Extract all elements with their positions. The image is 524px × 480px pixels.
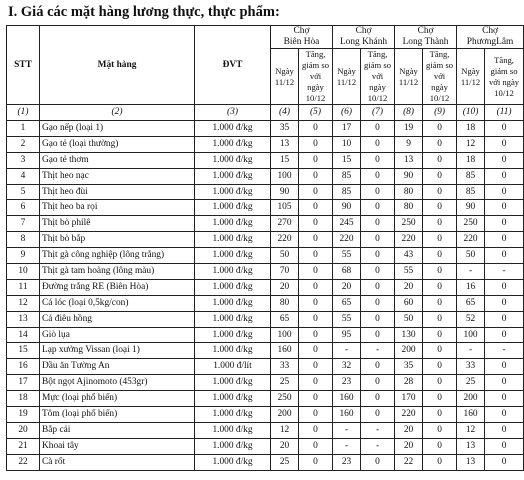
bien-hoa-price: 33 xyxy=(271,359,299,375)
header-market-phuong-lam: Chợ PhươngLâm xyxy=(457,26,524,49)
table-row xyxy=(7,216,524,232)
row-item-name: Tôm (loại phổ biến) xyxy=(40,407,195,423)
phuong-lam-change: 0 xyxy=(485,121,524,137)
column-number: (1) xyxy=(7,105,40,121)
table-row xyxy=(7,248,524,264)
table-row xyxy=(7,184,524,200)
bien-hoa-change: 0 xyxy=(299,391,333,407)
row-unit: 1.000 đ/lít xyxy=(195,359,271,375)
phuong-lam-price: 18 xyxy=(457,152,485,168)
long-thanh-price: 9 xyxy=(395,136,423,152)
row-stt: 22 xyxy=(7,454,40,470)
phuong-lam-change: 0 xyxy=(485,232,524,248)
table-row xyxy=(7,391,524,407)
column-number: (9) xyxy=(423,105,457,121)
long-thanh-change: 0 xyxy=(423,248,457,264)
phuong-lam-change: - xyxy=(485,343,524,359)
row-unit: 1.000 đ/kg xyxy=(195,391,271,407)
phuong-lam-price: 33 xyxy=(457,359,485,375)
phuong-lam-price: 13 xyxy=(457,438,485,454)
row-item-name: Thịt heo ba rọi xyxy=(40,200,195,216)
table-row xyxy=(7,121,524,137)
long-thanh-change: 0 xyxy=(423,311,457,327)
bien-hoa-price: 220 xyxy=(271,232,299,248)
row-item-name: Thịt gà tam hoàng (lông màu) xyxy=(40,264,195,280)
long-khanh-price: 15 xyxy=(333,152,361,168)
row-unit: 1.000 đ/kg xyxy=(195,248,271,264)
phuong-lam-change: 0 xyxy=(485,295,524,311)
long-khanh-price: 160 xyxy=(333,407,361,423)
long-khanh-change: 0 xyxy=(361,121,395,137)
long-khanh-change: - xyxy=(361,343,395,359)
phuong-lam-change: 0 xyxy=(485,168,524,184)
phuong-lam-change: - xyxy=(485,264,524,280)
long-khanh-price: 85 xyxy=(333,184,361,200)
long-thanh-change: 0 xyxy=(423,232,457,248)
column-number: (3) xyxy=(195,105,271,121)
row-item-name: Thịt bò bắp xyxy=(40,232,195,248)
row-unit: 1.000 đ/kg xyxy=(195,375,271,391)
table-row xyxy=(7,152,524,168)
bien-hoa-change: 0 xyxy=(299,407,333,423)
bien-hoa-change: 0 xyxy=(299,327,333,343)
row-stt: 16 xyxy=(7,359,40,375)
row-stt: 9 xyxy=(7,248,40,264)
table-row xyxy=(7,200,524,216)
table-row xyxy=(7,438,524,454)
long-khanh-price: 160 xyxy=(333,391,361,407)
bien-hoa-change: 0 xyxy=(299,264,333,280)
row-unit: 1.000 đ/kg xyxy=(195,422,271,438)
column-number-row xyxy=(7,105,524,121)
phuong-lam-price: 13 xyxy=(457,454,485,470)
long-khanh-price: 90 xyxy=(333,200,361,216)
long-khanh-change: 0 xyxy=(361,279,395,295)
row-stt: 12 xyxy=(7,295,40,311)
long-khanh-price: 23 xyxy=(333,454,361,470)
long-khanh-change: - xyxy=(361,422,395,438)
phuong-lam-price: 250 xyxy=(457,216,485,232)
long-thanh-change: 0 xyxy=(423,136,457,152)
long-khanh-price: 68 xyxy=(333,264,361,280)
long-thanh-price: 35 xyxy=(395,359,423,375)
long-khanh-price: 32 xyxy=(333,359,361,375)
table-row xyxy=(7,136,524,152)
long-khanh-change: 0 xyxy=(361,152,395,168)
header-change: Tăng, giảm so với ngày 10/12 xyxy=(361,49,395,105)
long-khanh-price: 85 xyxy=(333,168,361,184)
long-thanh-price: 19 xyxy=(395,121,423,137)
bien-hoa-price: 80 xyxy=(271,295,299,311)
bien-hoa-price: 250 xyxy=(271,391,299,407)
long-thanh-price: 60 xyxy=(395,295,423,311)
row-item-name: Gạo tẻ (loại thường) xyxy=(40,136,195,152)
bien-hoa-price: 160 xyxy=(271,343,299,359)
header-item: Mặt hàng xyxy=(40,26,195,105)
bien-hoa-price: 270 xyxy=(271,216,299,232)
table-row xyxy=(7,375,524,391)
row-stt: 1 xyxy=(7,121,40,137)
row-item-name: Thịt gà công nghiệp (lông trắng) xyxy=(40,248,195,264)
row-unit: 1.000 đ/kg xyxy=(195,136,271,152)
row-unit: 1.000 đ/kg xyxy=(195,327,271,343)
row-stt: 19 xyxy=(7,407,40,423)
long-thanh-price: 90 xyxy=(395,168,423,184)
bien-hoa-price: 20 xyxy=(271,438,299,454)
row-item-name: Lạp xưởng Vissan (loại 1) xyxy=(40,343,195,359)
table-row xyxy=(7,359,524,375)
phuong-lam-price: 12 xyxy=(457,136,485,152)
header-change: Tăng, giảm so với ngày 10/12 xyxy=(485,49,524,105)
row-unit: 1.000 đ/kg xyxy=(195,152,271,168)
long-thanh-price: 220 xyxy=(395,407,423,423)
table-row xyxy=(7,311,524,327)
bien-hoa-change: 0 xyxy=(299,184,333,200)
phuong-lam-change: 0 xyxy=(485,279,524,295)
row-item-name: Dầu ăn Tường An xyxy=(40,359,195,375)
long-thanh-price: 13 xyxy=(395,152,423,168)
phuong-lam-price: 16 xyxy=(457,279,485,295)
phuong-lam-price: 18 xyxy=(457,121,485,137)
column-number: (5) xyxy=(299,105,333,121)
long-thanh-price: 55 xyxy=(395,264,423,280)
row-stt: 7 xyxy=(7,216,40,232)
header-market-long-khanh: Chợ Long Khánh xyxy=(333,26,395,49)
phuong-lam-price: 85 xyxy=(457,184,485,200)
column-number: (2) xyxy=(40,105,195,121)
long-khanh-change: 0 xyxy=(361,232,395,248)
long-khanh-price: - xyxy=(333,422,361,438)
bien-hoa-change: 0 xyxy=(299,438,333,454)
bien-hoa-change: 0 xyxy=(299,200,333,216)
long-thanh-change: 0 xyxy=(423,184,457,200)
row-item-name: Đường trắng RE (Biên Hòa) xyxy=(40,279,195,295)
long-thanh-change: 0 xyxy=(423,121,457,137)
bien-hoa-price: 50 xyxy=(271,248,299,264)
long-khanh-change: - xyxy=(361,438,395,454)
long-khanh-change: 0 xyxy=(361,248,395,264)
bien-hoa-change: 0 xyxy=(299,343,333,359)
bien-hoa-change: 0 xyxy=(299,454,333,470)
bien-hoa-change: 0 xyxy=(299,136,333,152)
long-khanh-change: 0 xyxy=(361,264,395,280)
long-thanh-change: 0 xyxy=(423,168,457,184)
bien-hoa-price: 100 xyxy=(271,168,299,184)
bien-hoa-change: 0 xyxy=(299,121,333,137)
long-thanh-price: 130 xyxy=(395,327,423,343)
row-unit: 1.000 đ/kg xyxy=(195,264,271,280)
long-thanh-price: 22 xyxy=(395,454,423,470)
row-stt: 11 xyxy=(7,279,40,295)
phuong-lam-price: 65 xyxy=(457,295,485,311)
header-unit: ĐVT xyxy=(195,26,271,105)
row-item-name: Bắp cải xyxy=(40,422,195,438)
long-thanh-change: 0 xyxy=(423,152,457,168)
row-stt: 6 xyxy=(7,200,40,216)
row-unit: 1.000 đ/kg xyxy=(195,343,271,359)
bien-hoa-price: 25 xyxy=(271,375,299,391)
row-item-name: Thịt heo đùi xyxy=(40,184,195,200)
row-stt: 21 xyxy=(7,438,40,454)
long-thanh-price: 43 xyxy=(395,248,423,264)
row-unit: 1.000 đ/kg xyxy=(195,407,271,423)
phuong-lam-change: 0 xyxy=(485,422,524,438)
bien-hoa-change: 0 xyxy=(299,295,333,311)
phuong-lam-change: 0 xyxy=(485,184,524,200)
row-unit: 1.000 đ/kg xyxy=(195,279,271,295)
row-item-name: Mực (loại phổ biến) xyxy=(40,391,195,407)
phuong-lam-price: 50 xyxy=(457,248,485,264)
row-item-name: Cá lóc (loại 0,5kg/con) xyxy=(40,295,195,311)
phuong-lam-price: 25 xyxy=(457,375,485,391)
bien-hoa-price: 100 xyxy=(271,327,299,343)
row-stt: 15 xyxy=(7,343,40,359)
long-khanh-price: 55 xyxy=(333,248,361,264)
header-market-long-thanh: Chợ Long Thành xyxy=(395,26,457,49)
row-item-name: Gạo nếp (loại 1) xyxy=(40,121,195,137)
row-stt: 5 xyxy=(7,184,40,200)
bien-hoa-price: 35 xyxy=(271,121,299,137)
table-row xyxy=(7,279,524,295)
long-khanh-change: 0 xyxy=(361,407,395,423)
bien-hoa-change: 0 xyxy=(299,216,333,232)
row-item-name: Cá điêu hồng xyxy=(40,311,195,327)
long-khanh-price: 17 xyxy=(333,121,361,137)
header-day: Ngày 11/12 xyxy=(333,49,361,105)
bien-hoa-change: 0 xyxy=(299,375,333,391)
table-row xyxy=(7,295,524,311)
long-khanh-price: - xyxy=(333,438,361,454)
phuong-lam-price: 85 xyxy=(457,168,485,184)
long-thanh-price: 20 xyxy=(395,279,423,295)
long-thanh-change: 0 xyxy=(423,454,457,470)
long-thanh-price: 20 xyxy=(395,438,423,454)
bien-hoa-change: 0 xyxy=(299,422,333,438)
long-thanh-price: 80 xyxy=(395,200,423,216)
table-row xyxy=(7,264,524,280)
bien-hoa-price: 20 xyxy=(271,279,299,295)
phuong-lam-change: 0 xyxy=(485,152,524,168)
row-stt: 18 xyxy=(7,391,40,407)
phuong-lam-price: 160 xyxy=(457,407,485,423)
row-stt: 3 xyxy=(7,152,40,168)
phuong-lam-change: 0 xyxy=(485,248,524,264)
long-khanh-price: 95 xyxy=(333,327,361,343)
bien-hoa-price: 105 xyxy=(271,200,299,216)
long-khanh-price: 55 xyxy=(333,311,361,327)
long-thanh-price: 80 xyxy=(395,184,423,200)
long-khanh-change: 0 xyxy=(361,216,395,232)
long-thanh-price: 170 xyxy=(395,391,423,407)
bien-hoa-change: 0 xyxy=(299,248,333,264)
row-unit: 1.000 đ/kg xyxy=(195,295,271,311)
row-unit: 1.000 đ/kg xyxy=(195,168,271,184)
bien-hoa-change: 0 xyxy=(299,359,333,375)
row-stt: 10 xyxy=(7,264,40,280)
phuong-lam-price: 100 xyxy=(457,327,485,343)
phuong-lam-price: 90 xyxy=(457,200,485,216)
long-khanh-change: 0 xyxy=(361,327,395,343)
long-thanh-change: 0 xyxy=(423,375,457,391)
bien-hoa-price: 90 xyxy=(271,184,299,200)
long-thanh-change: 0 xyxy=(423,343,457,359)
row-unit: 1.000 đ/kg xyxy=(195,438,271,454)
header-market-bien-hoa: Chợ Biên Hòa xyxy=(271,26,333,49)
long-khanh-price: 220 xyxy=(333,232,361,248)
bien-hoa-change: 0 xyxy=(299,168,333,184)
phuong-lam-price: - xyxy=(457,264,485,280)
long-khanh-change: 0 xyxy=(361,391,395,407)
long-khanh-price: 65 xyxy=(333,295,361,311)
table-row xyxy=(7,168,524,184)
long-khanh-change: 0 xyxy=(361,311,395,327)
row-stt: 14 xyxy=(7,327,40,343)
phuong-lam-price: 52 xyxy=(457,311,485,327)
bien-hoa-change: 0 xyxy=(299,311,333,327)
phuong-lam-change: 0 xyxy=(485,200,524,216)
row-item-name: Thịt heo nạc xyxy=(40,168,195,184)
phuong-lam-change: 0 xyxy=(485,407,524,423)
header-stt: STT xyxy=(7,26,40,105)
long-thanh-change: 0 xyxy=(423,422,457,438)
long-thanh-change: 0 xyxy=(423,391,457,407)
long-khanh-change: 0 xyxy=(361,200,395,216)
long-khanh-price: 10 xyxy=(333,136,361,152)
bien-hoa-change: 0 xyxy=(299,279,333,295)
table-row xyxy=(7,422,524,438)
column-number: (11) xyxy=(485,105,524,121)
phuong-lam-change: 0 xyxy=(485,216,524,232)
row-item-name: Bột ngọt Ajinomoto (453gr) xyxy=(40,375,195,391)
header-change: Tăng, giảm so với ngày 10/12 xyxy=(299,49,333,105)
bien-hoa-price: 65 xyxy=(271,311,299,327)
row-stt: 17 xyxy=(7,375,40,391)
long-thanh-change: 0 xyxy=(423,200,457,216)
phuong-lam-change: 0 xyxy=(485,311,524,327)
row-stt: 2 xyxy=(7,136,40,152)
phuong-lam-change: 0 xyxy=(485,136,524,152)
table-row xyxy=(7,232,524,248)
row-item-name: Gạo tẻ thơm xyxy=(40,152,195,168)
long-thanh-change: 0 xyxy=(423,279,457,295)
column-number: (7) xyxy=(361,105,395,121)
row-unit: 1.000 đ/kg xyxy=(195,184,271,200)
long-khanh-change: 0 xyxy=(361,168,395,184)
bien-hoa-price: 13 xyxy=(271,136,299,152)
table-body xyxy=(7,121,524,471)
phuong-lam-price: 12 xyxy=(457,422,485,438)
long-thanh-price: 200 xyxy=(395,343,423,359)
bien-hoa-change: 0 xyxy=(299,232,333,248)
bien-hoa-price: 25 xyxy=(271,454,299,470)
phuong-lam-change: 0 xyxy=(485,391,524,407)
long-thanh-change: 0 xyxy=(423,264,457,280)
row-unit: 1.000 đ/kg xyxy=(195,121,271,137)
table-row xyxy=(7,327,524,343)
header-day: Ngày 11/12 xyxy=(395,49,423,105)
phuong-lam-price: - xyxy=(457,343,485,359)
long-khanh-price: 245 xyxy=(333,216,361,232)
long-thanh-change: 0 xyxy=(423,295,457,311)
section-heading: I. Giá các mặt hàng lương thực, thực phẩm: xyxy=(8,4,280,20)
long-khanh-change: 0 xyxy=(361,375,395,391)
long-khanh-change: 0 xyxy=(361,359,395,375)
phuong-lam-change: 0 xyxy=(485,375,524,391)
long-khanh-price: 20 xyxy=(333,279,361,295)
phuong-lam-change: 0 xyxy=(485,359,524,375)
bien-hoa-price: 200 xyxy=(271,407,299,423)
row-item-name: Cà rốt xyxy=(40,454,195,470)
long-khanh-change: 0 xyxy=(361,184,395,200)
long-thanh-price: 50 xyxy=(395,311,423,327)
bien-hoa-price: 70 xyxy=(271,264,299,280)
row-unit: 1.000 đ/kg xyxy=(195,232,271,248)
long-thanh-change: 0 xyxy=(423,327,457,343)
bien-hoa-change: 0 xyxy=(299,152,333,168)
long-khanh-change: 0 xyxy=(361,454,395,470)
row-stt: 13 xyxy=(7,311,40,327)
row-unit: 1.000 đ/kg xyxy=(195,216,271,232)
row-item-name: Khoai tây xyxy=(40,438,195,454)
bien-hoa-price: 12 xyxy=(271,422,299,438)
column-number: (10) xyxy=(457,105,485,121)
price-table xyxy=(6,25,524,471)
phuong-lam-price: 200 xyxy=(457,391,485,407)
row-unit: 1.000 đ/kg xyxy=(195,454,271,470)
header-change: Tăng, giảm so với ngày 10/12 xyxy=(423,49,457,105)
bien-hoa-price: 15 xyxy=(271,152,299,168)
header-day: Ngày 11/12 xyxy=(271,49,299,105)
table-row xyxy=(7,343,524,359)
long-thanh-price: 20 xyxy=(395,422,423,438)
column-number: (6) xyxy=(333,105,361,121)
long-khanh-price: - xyxy=(333,343,361,359)
long-khanh-change: 0 xyxy=(361,136,395,152)
long-thanh-change: 0 xyxy=(423,359,457,375)
row-unit: 1.000 đ/kg xyxy=(195,200,271,216)
column-number: (4) xyxy=(271,105,299,121)
long-khanh-change: 0 xyxy=(361,295,395,311)
row-item-name: Giò lụa xyxy=(40,327,195,343)
long-khanh-price: 23 xyxy=(333,375,361,391)
long-thanh-price: 220 xyxy=(395,232,423,248)
long-thanh-change: 0 xyxy=(423,407,457,423)
header-day: Ngày 11/12 xyxy=(457,49,485,105)
row-item-name: Thịt bò philê xyxy=(40,216,195,232)
row-stt: 20 xyxy=(7,422,40,438)
row-stt: 8 xyxy=(7,232,40,248)
row-unit: 1.000 đ/kg xyxy=(195,311,271,327)
phuong-lam-change: 0 xyxy=(485,438,524,454)
phuong-lam-price: 220 xyxy=(457,232,485,248)
column-number: (8) xyxy=(395,105,423,121)
long-thanh-price: 28 xyxy=(395,375,423,391)
table-row xyxy=(7,407,524,423)
long-thanh-price: 250 xyxy=(395,216,423,232)
phuong-lam-change: 0 xyxy=(485,454,524,470)
table-row xyxy=(7,454,524,470)
phuong-lam-change: 0 xyxy=(485,327,524,343)
long-thanh-change: 0 xyxy=(423,216,457,232)
long-thanh-change: 0 xyxy=(423,438,457,454)
row-stt: 4 xyxy=(7,168,40,184)
